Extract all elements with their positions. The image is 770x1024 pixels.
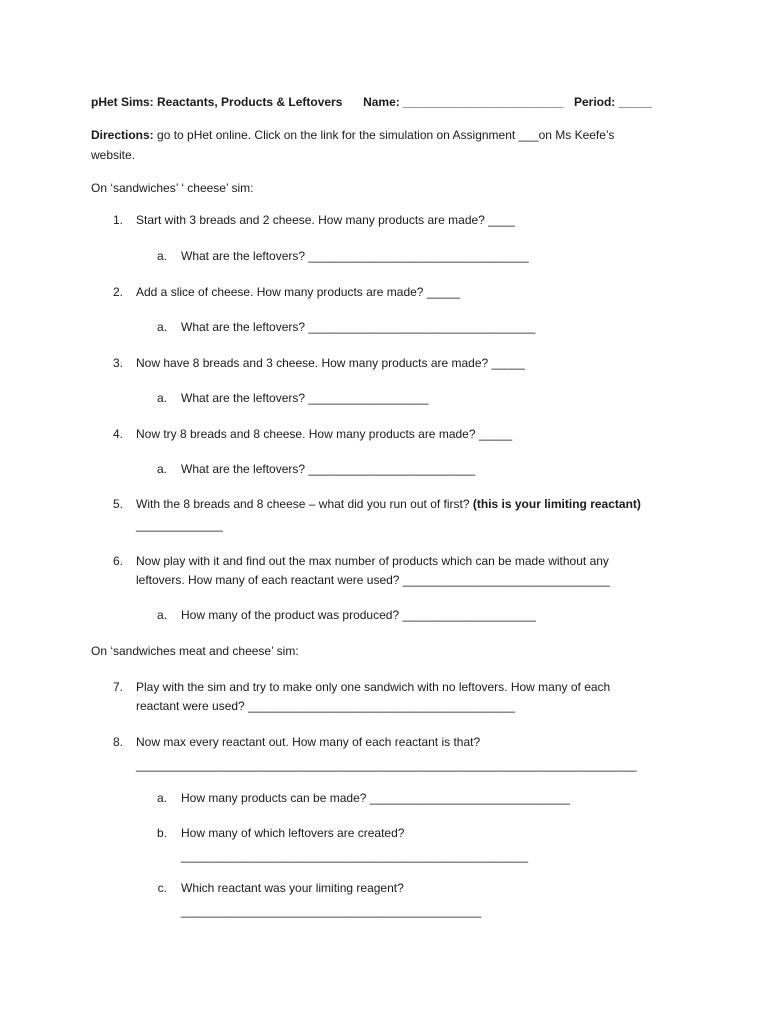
directions-line-1 bbox=[91, 128, 614, 142]
sub-letter: b. bbox=[157, 826, 168, 840]
question-1-text: Start with 3 breads and 2 cheese. How many products are made? ____ bbox=[136, 213, 515, 227]
question-6-text-line-2: leftovers. How many of each reactant were used? _______________________________ bbox=[136, 573, 610, 587]
sub-letter: a. bbox=[157, 249, 168, 263]
section-heading-cheese: On ‘sandwiches’ ‘ cheese’ sim: bbox=[91, 181, 254, 195]
question-8c-answer-blank: _____________________________________________ bbox=[181, 904, 482, 918]
name-field-label: Name: ________________________ bbox=[363, 95, 564, 109]
question-2a-text: What are the leftovers? __________________________________ bbox=[181, 320, 536, 334]
directions-line-2: website. bbox=[91, 148, 136, 162]
sub-letter: a. bbox=[157, 791, 168, 805]
worksheet-header bbox=[91, 95, 652, 109]
directions-label: Directions: bbox=[91, 128, 154, 142]
question-5-text bbox=[136, 497, 641, 511]
question-number: 7. bbox=[112, 680, 123, 694]
question-7-text-line-2: reactant were used? ________________________________________ bbox=[136, 699, 516, 713]
question-number: 8. bbox=[112, 735, 123, 749]
section-heading-meat-cheese: On ‘sandwiches meat and cheese’ sim: bbox=[91, 644, 299, 658]
question-number: 3. bbox=[112, 356, 123, 370]
question-8b-text: How many of which leftovers are created? bbox=[181, 826, 405, 840]
question-3a-text: What are the leftovers? __________________ bbox=[181, 391, 429, 405]
question-7-text-line-1: Play with the sim and try to make only one sandwich with no leftovers. How many of each bbox=[136, 680, 611, 694]
question-8a-text: How many products can be made? ______________________________ bbox=[181, 791, 570, 805]
sub-letter: a. bbox=[157, 320, 168, 334]
question-1a-text: What are the leftovers? _________________________________ bbox=[181, 249, 529, 263]
question-4a-text: What are the leftovers? _________________________ bbox=[181, 462, 476, 476]
question-4-text: Now try 8 breads and 8 cheese. How many products are made? _____ bbox=[136, 427, 513, 441]
question-8-text-line-1: Now max every reactant out. How many of each reactant is that? bbox=[136, 735, 481, 749]
question-3-text: Now have 8 breads and 3 cheese. How many products are made? _____ bbox=[136, 356, 525, 370]
question-6a-text: How many of the product was produced? ____________________ bbox=[181, 608, 536, 622]
sub-letter: c. bbox=[157, 881, 167, 895]
worksheet-title: pHet Sims: Reactants, Products & Leftovers bbox=[91, 95, 343, 109]
question-5-prompt: With the 8 breads and 8 cheese – what did you run out of first? bbox=[136, 497, 473, 511]
question-number: 6. bbox=[112, 554, 123, 568]
question-number: 2. bbox=[112, 285, 123, 299]
question-2-text: Add a slice of cheese. How many products are made? _____ bbox=[136, 285, 461, 299]
question-number: 1. bbox=[112, 213, 123, 227]
sub-letter: a. bbox=[157, 391, 168, 405]
question-8-answer-blank: ___________________________________________________________________________ bbox=[136, 758, 637, 772]
limiting-reactant-note: (this is your limiting reactant) bbox=[472, 497, 641, 511]
question-number: 4. bbox=[112, 427, 123, 441]
question-8c-text: Which reactant was your limiting reagent? bbox=[181, 881, 404, 895]
directions-text: go to pHet online. Click on the link for the simulation on Assignment ___on Ms Keefe’s bbox=[153, 128, 615, 142]
period-field-label: Period: _____ bbox=[573, 95, 653, 109]
sub-letter: a. bbox=[157, 608, 168, 622]
question-6-text-line-1: Now play with it and find out the max number of products which can be made without any bbox=[136, 554, 609, 568]
sub-letter: a. bbox=[157, 462, 168, 476]
question-5-answer-blank: _____________ bbox=[136, 518, 223, 532]
question-number: 5. bbox=[112, 497, 123, 511]
question-8b-answer-blank: ____________________________________________________ bbox=[181, 849, 529, 863]
